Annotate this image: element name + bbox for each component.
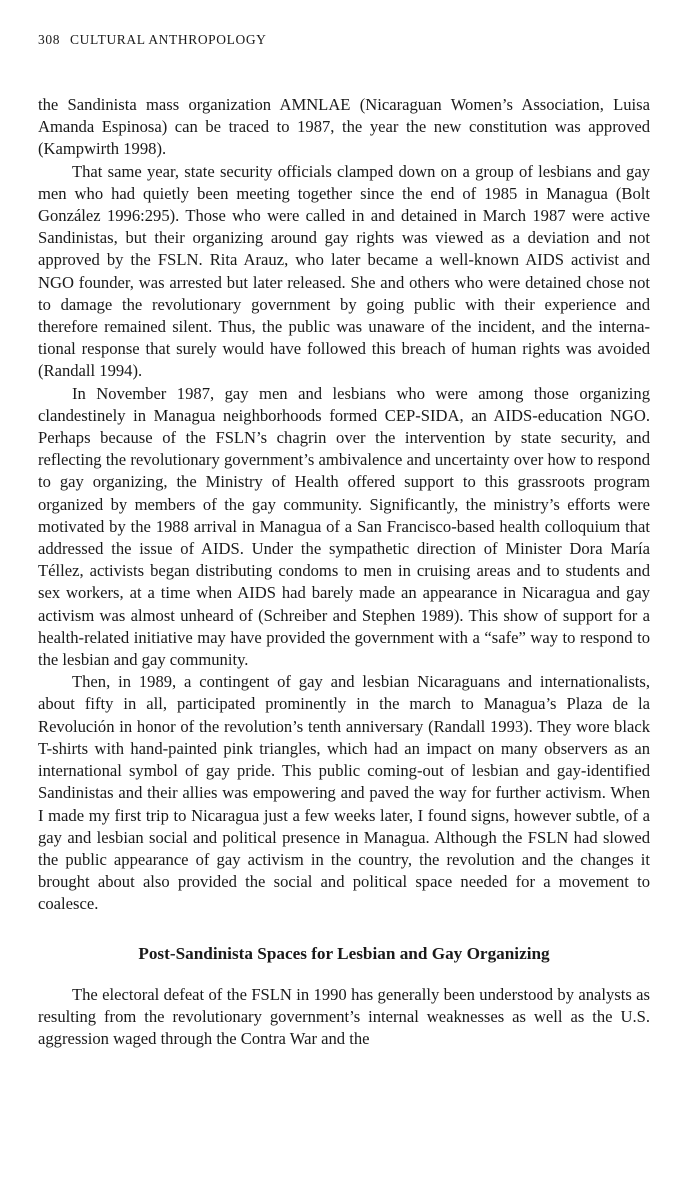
book-page xyxy=(38,30,650,1050)
paragraph-cep-sida: In November 1987, gay men and lesbians who were among those organizing clandestinely in Managua neighborhoods formed CEP-SIDA, an AIDS-education NGO. Perhaps because of the FSLN’s chagrin over the intervention by state security, and reflecting the revolutionary government’s ambivalence and uncertainty over how to respond to gay organizing, the Ministry of Health offered support to this grassroots program organized by members of the gay community. Significantly, the ministry’s efforts were motivated by the 1988 arrival in Managua of a San Francisco-based health colloquium that addressed the issue of AIDS. Under the sympathetic direction of Minister Dora María Téllez, activists began distributing condoms to men in cruising areas and to students and sex workers, at a time when AIDS had barely made an appearance in Nicaragua and gay activism was almost unheard of (Schreiber and Stephen 1989). This show of support for a health-related initiative may have provided the government with a “safe” way to respond to the lesbian and gay community. xyxy=(38,383,650,670)
paragraph-march-1989: Then, in 1989, a contingent of gay and lesbian Nicaraguans and internationalists, about fifty in all, participated prominently in the march to Managua’s Plaza de la Revolución in honor of the revolution’s tenth anniversary (Randall 1993). They wore black T-shirts with hand-painted pink triangles, which had an impact on many observers as an international symbol of gay pride. This public coming-out of lesbian and gay-identified Sandinistas and their allies was empowering and paved the way for further activism. When I made my first trip to Nicaragua just a few weeks later, I found signs, however subtle, of a gay and lesbian social and political presence in Managua. Although the FSLN had slowed the public appearance of gay activism in the country, the revolution and the changes it brought about also provided the social and political space needed for a movement to coalesce. xyxy=(38,672,650,914)
running-title: CULTURAL ANTHROPOLOGY xyxy=(70,32,267,47)
paragraph-continued: the Sandinista mass organization AMNLAE (Nicaraguan Women’s Association, Luisa Amanda Espinosa) can be traced to 1987, the year the new constitution was approved (Kampwirth 1998). xyxy=(38,95,650,159)
running-head xyxy=(38,30,650,50)
paragraph-state-security: That same year, state security officials clamped down on a group of lesbians and gay men who had quietly been meeting together since the end of 1985 in Managua (Bolt González 1996:295). Those who were called in and detained in March 1987 were active Sandinistas, but their organizing around gay rights was viewed as a deviation and not approved by the FSLN. Rita Arauz, who later became a well-known AIDS activist and NGO founder, was arrested but later released. She and others who were detained chose not to damage the revolutionary government by going public with their experience and therefore remained silent. Thus, the public was unaware of the incident, and the international response that surely would have followed this breach of human rights was avoided (Randall 1994). xyxy=(38,161,650,381)
page-number: 308 xyxy=(38,32,61,47)
section-heading: Post-Sandinista Spaces for Lesbian and Gay Organizing xyxy=(138,943,550,963)
text-body xyxy=(38,94,650,1050)
paragraph-electoral-defeat: The electoral defeat of the FSLN in 1990 has generally been understood by analysts as resulting from the revolutionary government’s internal weaknesses as well as the U.S. aggression waged through the Contra War and the xyxy=(38,984,650,1048)
